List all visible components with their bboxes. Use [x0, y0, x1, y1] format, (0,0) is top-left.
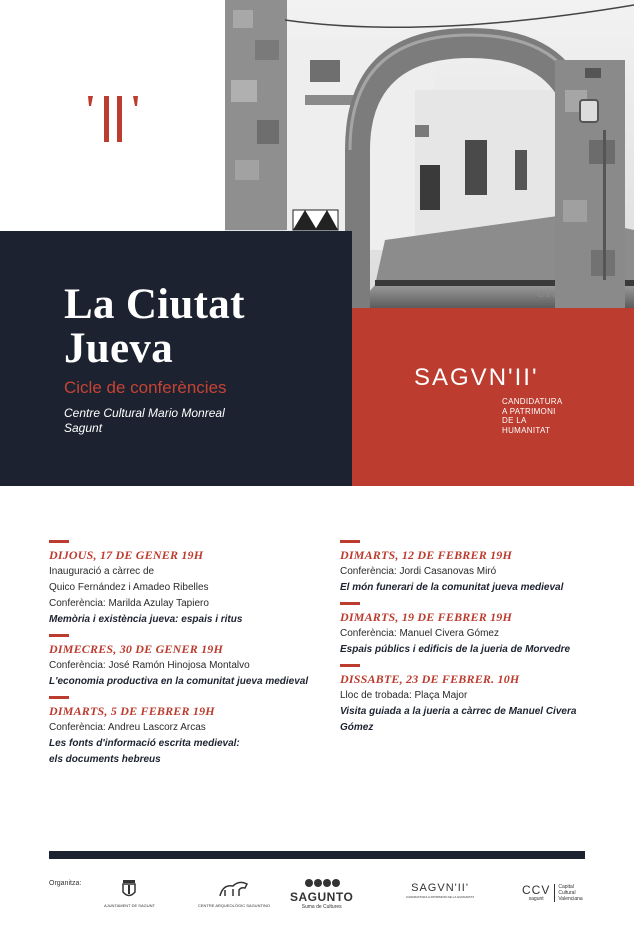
schedule-left-column	[49, 540, 334, 774]
event-venue: Centre Cultural Mario Monreal	[64, 406, 225, 420]
event-topic: els documents hebreus	[49, 754, 161, 765]
organitza-label: Organitza:	[49, 880, 82, 887]
sponsor-ccv	[522, 884, 586, 902]
schedule-right-column	[340, 540, 600, 742]
event-detail: Conferència: Jordi Casanovas Miró	[340, 566, 497, 577]
title-block	[0, 231, 352, 486]
event-detail: Conferència: Marilda Azulay Tapiero	[49, 598, 209, 609]
sponsor-ccv-logo: CCV	[522, 883, 551, 897]
sponsor-ccv-mark	[522, 884, 550, 902]
sponsor-ccv-sub: sagunt	[528, 896, 544, 902]
event-date: DIMARTS, 5 DE FEBRER 19H	[49, 704, 215, 718]
event-topic: El món funerari de la comunitat jueva medieval	[340, 582, 564, 593]
event-topic: Les fonts d'informació escrita medieval:	[49, 738, 240, 749]
brand-tagline-line: CANDIDATURA	[502, 397, 563, 406]
schedule-event	[49, 696, 334, 768]
horse-icon	[217, 878, 251, 900]
sponsor-candidatura-logo: SAGVN'II'	[411, 882, 469, 894]
event-topic: Gómez	[340, 722, 374, 733]
event-topic: Espais públics i edificis de la jueria de Morvedre	[340, 644, 571, 655]
sponsor-centre	[198, 878, 270, 908]
sponsor-candidatura-sub: CANDIDATURA A PATRIMONI DE LA HUMANITAT	[406, 895, 475, 899]
event-date: DIJOUS, 17 DE GENER 19H	[49, 548, 204, 562]
event-date: DIMARTS, 19 DE FEBRER 19H	[340, 610, 513, 624]
event-city: Sagunt	[64, 421, 103, 435]
event-detail: Conferència: José Ramón Hinojosa Montalvo	[49, 660, 250, 671]
sponsor-ccv-name: Capital Cultural Valenciana	[554, 884, 586, 902]
event-topic: Memòria i existència jueva: espais i ritus	[49, 614, 243, 625]
event-title-line2: Jueva	[64, 325, 173, 372]
sponsor-sagunt-tagline: Suma de Cultures	[301, 904, 342, 910]
sagunt-logo-mark	[88, 96, 138, 142]
sponsor-ajuntament	[104, 878, 155, 908]
sponsor-sagunt-logo: SAGUNTO	[290, 890, 354, 904]
schedule-event	[340, 664, 600, 736]
brand-tagline-line: HUMANITAT	[502, 425, 551, 435]
photo-credit: ©Pedro Sospedra	[535, 289, 626, 300]
brand-block	[352, 308, 634, 486]
event-detail: Inauguració a càrrec de	[49, 566, 155, 577]
sponsor-sagunt	[290, 878, 353, 910]
sponsor-centre-name: CENTRE ARQUEOLÒGIC SAGUNTINO	[198, 903, 271, 908]
sagunt-dots-icon	[304, 878, 340, 888]
footer-divider	[49, 851, 585, 859]
event-detail: Lloc de trobada: Plaça Major	[340, 690, 468, 701]
schedule-event	[49, 540, 334, 628]
schedule-event	[340, 602, 600, 658]
event-detail: Quico Fernández i Amadeo Ribelles	[49, 582, 209, 593]
event-date: DISSABTE, 23 DE FEBRER. 10H	[340, 672, 520, 686]
brand-tagline-line: A PATRIMONI	[502, 406, 556, 416]
event-title-line1: La Ciutat	[64, 281, 245, 328]
event-date: DIMECRES, 30 DE GENER 19H	[49, 642, 224, 656]
brand-tagline-line: DE LA	[502, 416, 527, 425]
event-detail: Conferència: Andreu Lascorz Arcas	[49, 722, 206, 733]
event-subtitle: Cicle de conferències	[64, 378, 227, 397]
schedule-event	[340, 540, 600, 596]
event-title	[64, 283, 245, 371]
event-topic: Visita guiada a la jueria a càrrec de Manuel Civera	[340, 706, 577, 717]
sponsor-candidatura	[406, 882, 474, 899]
crest-icon	[120, 878, 138, 900]
sponsor-ajuntament-name: AJUNTAMENT DE SAGUNT	[104, 903, 155, 908]
event-topic: L'economia productiva en la comunitat jueva medieval	[49, 676, 309, 687]
sagunt-brand-logo: SAGVN'II'	[414, 364, 539, 391]
event-date: DIMARTS, 12 DE FEBRER 19H	[340, 548, 513, 562]
event-detail: Conferència: Manuel Civera Gómez	[340, 628, 499, 639]
brand-tagline	[502, 397, 563, 435]
schedule-event	[49, 634, 334, 690]
